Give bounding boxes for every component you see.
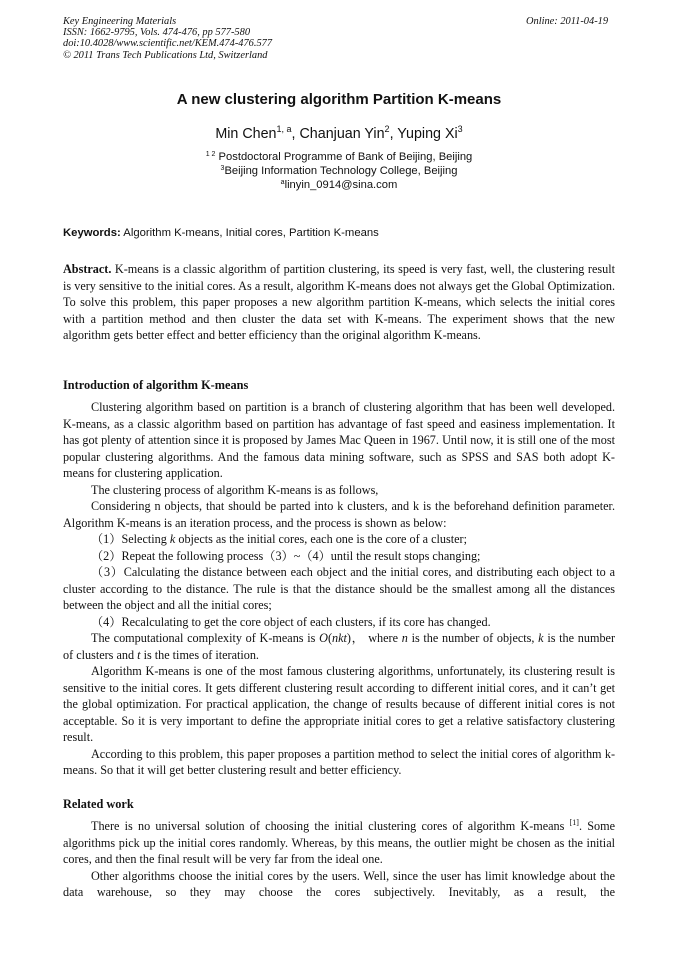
text-run: is the number of objects, <box>407 631 539 645</box>
text-run: . Some algorithms pick up the initial cores randomly. Whereas, by this means, the outlier might be chosen as the initial cores, and then the final result will be very far from the ideal one. <box>63 819 615 866</box>
keywords <box>63 227 379 239</box>
copyright-line: © 2011 Trans Tech Publications Ltd, Switzerland <box>63 49 268 61</box>
list-item-step-3: （3）Calculating the distance between each object and the initial cores, and distributing each object to a cluster according to the distance. The rule is that the distance should be the smallest among all the distances between the object and all the initial cores; <box>63 565 615 612</box>
paragraph: Algorithm K-means is one of the most famous clustering algorithms, unfortunately, its clustering result is sensitive to the initial cores. It gets different clustering result according to different initial cores, and it can’t get the global optimization. For practical application, the change of results because of different initial cores is not acceptable. So it is very important to define the appropriate initial cores to get a relative satisfactory clustering result. <box>63 664 615 744</box>
math-var: k <box>538 631 544 645</box>
step-text: （1）Selecting <box>91 532 170 546</box>
author-email: linyin_0914@sina.com <box>284 179 398 191</box>
section-related-work-body <box>63 818 615 901</box>
affiliation-mark: 1 2 <box>205 151 216 158</box>
math-var: nkt <box>332 631 347 645</box>
affiliation-text: Postdoctoral Programme of Bank of Beijing, Beijing <box>215 151 473 163</box>
text-run: The computational complexity of K-means is <box>91 631 320 645</box>
abstract-text: K-means is a classic algorithm of partition clustering, its speed is very fast, well, the clustering result is very sensitive to the initial cores. As a result, algorithm K-means does not always get the Global Optimization. To solve this problem, this paper proposes a new algorithm partition K-means, which selects the initial cores with a partition method and then cluster the data set with K-means. The experiment shows that the new algorithm gets better effect and better efficiency than the original algorithm K-means. <box>63 262 615 342</box>
section-heading-introduction: Introduction of algorithm K-means <box>63 378 249 392</box>
text-run: is the number of clusters and <box>63 631 616 662</box>
math-var: n <box>401 631 408 645</box>
list-item-step-2: （2）Repeat the following process（3）~（4）until the result stops changing; <box>91 548 481 563</box>
list-item-step-4: （4）Recalculating to get the core object of each clusters, if its core has changed. <box>91 614 491 629</box>
author-name: Chanjuan Yin <box>299 126 385 142</box>
doi-line: doi:10.4028/www.scientific.net/KEM.474-476.577 <box>63 38 273 50</box>
online-date: Online: 2011-04-19 <box>526 16 609 27</box>
email-line <box>0 176 678 192</box>
affiliation-text: Beijing Information Technology College, Beijing <box>224 165 458 177</box>
step-text: objects as the initial cores, each one is the core of a cluster; <box>175 532 468 546</box>
journal-name: Key Engineering Materials <box>63 16 177 27</box>
affiliation-mark: 3 <box>220 165 225 172</box>
citation-ref[interactable]: [1] <box>569 818 579 827</box>
journal-header <box>63 16 272 61</box>
author-list <box>0 124 678 142</box>
text-run: is the times of iteration. <box>140 647 259 662</box>
abstract <box>63 261 615 344</box>
paragraph: The clustering process of algorithm K-means is as follows, <box>91 482 379 497</box>
paragraph: Other algorithms choose the initial cores by the users. Well, since the user has limit knowledge about the data warehouse, so they may choose the cores subjectively. Inevitably, as a result, the <box>63 868 615 899</box>
paragraph <box>63 818 615 868</box>
paragraph: Clustering algorithm based on partition is a branch of clustering algorithm that has been well developed. K-means, as a classic algorithm based on partition has advantage of fast speed and easiness implementation. It has got plenty of attention since it is proposed by James Mac Queen in 1967. Until now, it is still one of the most popular clustering algorithms. And the famous data mining software, such as SPSS and SAS both adopt K-means for clustering application. <box>63 400 615 480</box>
keywords-label: Keywords: <box>63 227 121 239</box>
author-affil-mark: 2 <box>384 124 390 134</box>
paragraph: Considering n objects, that should be parted into k clusters, and k is the beforehand definition parameter. Algorithm K-means is an iteration process, and the process is shown as below: <box>63 499 615 530</box>
list-item-step-1 <box>63 531 615 548</box>
section-heading-related-work: Related work <box>63 797 134 811</box>
author-separator: , <box>389 126 398 142</box>
abstract-label: Abstract. <box>63 262 112 276</box>
paragraph: According to this problem, this paper proposes a partition method to select the initial cores of algorithm k-means. So that it will get better clustering result and better efficiency. <box>63 746 615 777</box>
issn-line: ISSN: 1662-9795, Vols. 474-476, pp 577-580 <box>63 27 251 39</box>
math-paren: ) <box>346 631 351 645</box>
paper-title: A new clustering algorithm Partition K-means <box>176 91 502 108</box>
author-affil-mark: 1, a <box>276 124 292 134</box>
math-paren: ( <box>327 631 333 645</box>
author-name: Yuping Xi <box>397 126 458 142</box>
author-separator: , <box>291 126 300 142</box>
math-var: k <box>169 532 176 546</box>
text-run: ， where <box>350 631 402 645</box>
keywords-text: Algorithm K-means, Initial cores, Partition K-means <box>120 227 379 239</box>
author-affil-mark: 3 <box>457 124 463 134</box>
math-var: t <box>137 647 141 662</box>
paragraph-complexity <box>63 630 615 663</box>
section-introduction-body <box>63 399 615 779</box>
author-name: Min Chen <box>215 126 277 142</box>
math-var: O <box>319 631 328 645</box>
text-run: There is no universal solution of choosing the initial clustering cores of algorithm K-means <box>91 819 570 833</box>
email-mark: a <box>280 179 285 186</box>
